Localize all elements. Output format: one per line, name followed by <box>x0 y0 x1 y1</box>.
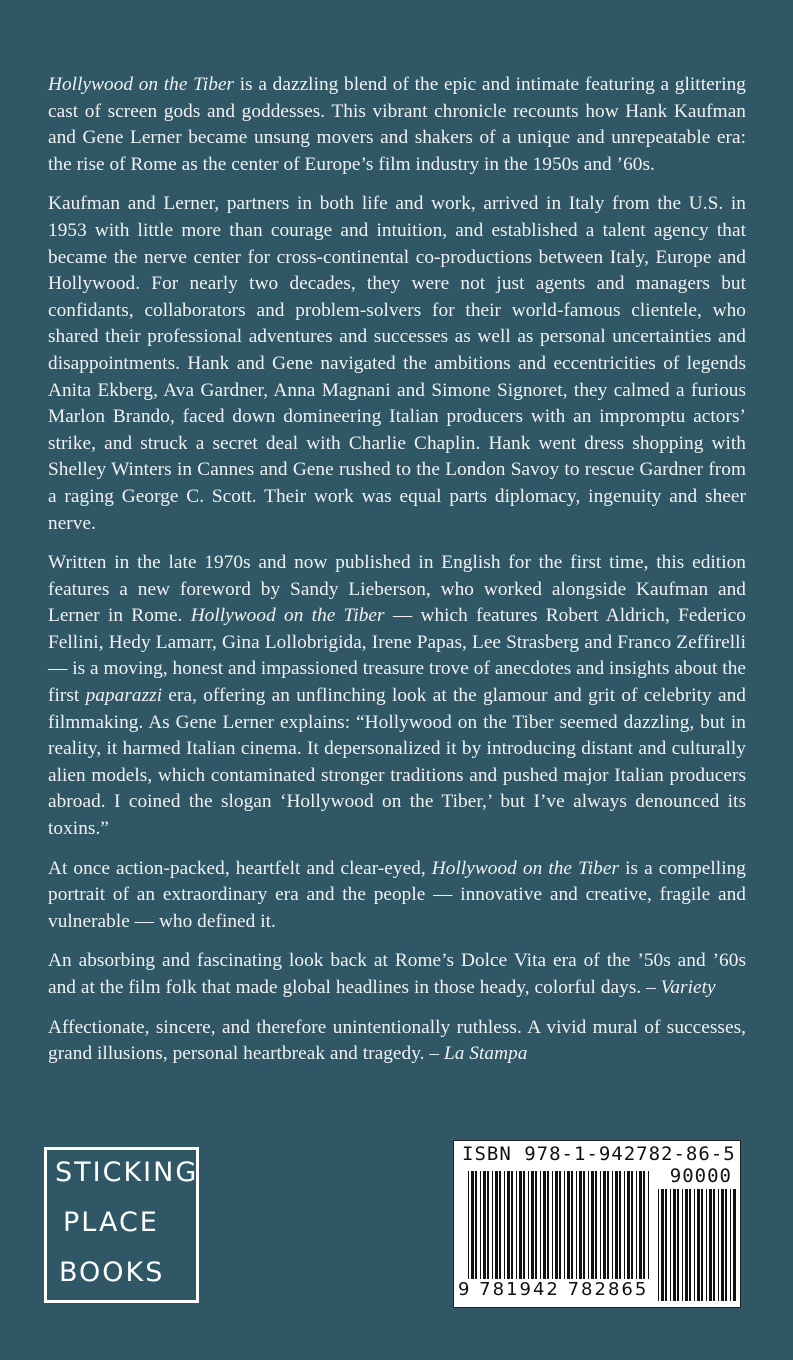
barcode-bar <box>694 1189 695 1301</box>
barcode-bar <box>670 1189 671 1301</box>
barcode-bar <box>519 1171 522 1279</box>
barcode-bar <box>547 1171 549 1279</box>
barcode-bar <box>730 1189 731 1301</box>
barcode-bar <box>571 1171 573 1279</box>
barcode-bar <box>495 1171 498 1279</box>
publisher-logo <box>44 1147 199 1303</box>
barcode-bar <box>468 1171 469 1279</box>
barcode-bar <box>639 1171 642 1279</box>
barcode-bar <box>643 1171 645 1279</box>
barcode-bar <box>603 1171 606 1279</box>
barcode-bar <box>588 1171 589 1279</box>
barcode-bar <box>615 1171 618 1279</box>
review-quote-variety: An absorbing and fascinating look back at Rome’s Dolce Vita era of the ’50s and ’60s and at the film folk that made global headlines in those heady, colorful days. – Variety <box>48 950 746 998</box>
barcode-bar <box>689 1189 691 1301</box>
barcode-bar <box>499 1171 501 1279</box>
barcode-bar <box>523 1171 525 1279</box>
barcode-bar <box>555 1171 558 1279</box>
barcode-bar <box>636 1171 637 1279</box>
barcode-bar <box>480 1171 481 1279</box>
barcode-bar <box>531 1171 534 1279</box>
barcode-bar <box>535 1171 537 1279</box>
barcode-bar <box>709 1189 712 1301</box>
barcode-bar <box>528 1171 529 1279</box>
barcode-bar <box>559 1171 561 1279</box>
barcode-bar <box>564 1171 565 1279</box>
description-paragraph-3: Written in the late 1970s and now published in English for the first time, this edition features a new foreword by Sandy Lieberson, who worked alongside Kaufman and Lerner in Rome. Hollywood on the Tiber — which features Robert Aldrich, Federico Fellini, Hedy Lamarr, Gina Lollobrigida, Irene Papas, Lee Strasberg and Franco Zeffirelli — is a moving, honest and impassioned treasure trove of anecdotes and insights about the first paparazzi era, offering an unflinching look at the glamour and grit of celebrity and filmmaking. As Gene Lerner explains: “Hollywood on the Tiber seemed dazzling, but in reality, it harmed Italian cinema. It depersonalized it by introducing distant and culturally alien models, which contaminated stronger traditions and pushed major Italian producers abroad. I coined the slogan ‘Hollywood on the Tiber,’ but I’ve always denounced its toxins.” <box>48 552 746 840</box>
isbn-barcode <box>453 1140 741 1308</box>
barcode-bar <box>725 1189 727 1301</box>
publisher-logo-line-3: BOOKS <box>59 1257 165 1288</box>
paparazzi-italic: paparazzi <box>85 685 163 707</box>
price-code: 90000 <box>669 1165 732 1187</box>
barcode-bar <box>504 1171 505 1279</box>
barcode-bar <box>697 1189 700 1301</box>
book-title-italic: Hollywood on the Tiber <box>48 74 235 95</box>
review-source: Variety <box>660 977 716 998</box>
barcode-bar <box>631 1171 633 1279</box>
barcode-bar <box>713 1189 715 1301</box>
review-quote-la-stampa: Affectionate, sincere, and therefore unintentionally ruthless. A vivid mural of successes, grand illusions, personal heartbreak and tragedy. – La Stampa <box>48 1016 746 1065</box>
book-title-italic: Hollywood on the Tiber <box>431 857 620 879</box>
barcode-bar <box>552 1171 553 1279</box>
barcode-bar <box>607 1171 609 1279</box>
barcode-bar <box>595 1171 597 1279</box>
barcode-bar <box>619 1171 621 1279</box>
barcode-bar <box>540 1171 541 1279</box>
barcode-bar <box>579 1171 582 1279</box>
barcode-bar <box>627 1171 630 1279</box>
barcode-bar <box>567 1171 570 1279</box>
barcode-bar <box>721 1189 724 1301</box>
barcode-bar <box>665 1189 667 1301</box>
barcode-bar <box>701 1189 703 1301</box>
barcode-bar <box>682 1189 683 1301</box>
barcode-bar <box>492 1171 493 1279</box>
barcode-bar <box>648 1171 649 1279</box>
barcode-bar <box>507 1171 510 1279</box>
barcode-bar <box>471 1171 474 1279</box>
barcode-bar <box>661 1189 664 1301</box>
barcode-bar <box>677 1189 679 1301</box>
book-title-italic: Hollywood on the Tiber <box>190 605 385 627</box>
barcode-bar <box>487 1171 489 1279</box>
barcode-bar <box>706 1189 707 1301</box>
description-paragraph-2: Kaufman and Lerner, partners in both life and work, arrived in Italy from the U.S. in 1953 with little more than courage and intuition, and established a talent agency that became the nerve center for cross-continental co-productions between Italy, Europe and Hollywood. For nearly two decades, they were not just agents and managers but confidants, collaborators and problem-solvers for their world-famous clientele, who shared their professional adventures and successes as well as personal uncertainties and disappointments. Hank and Gene navigated the ambitions and eccentricities of legends Anita Ekberg, Ava Gardner, Anna Magnani and Simone Signoret, they calmed a furious Marlon Brando, faced down domineering Italian producers with an impromptu actors’ strike, and struck a secret deal with Charlie Chaplin. Hank went dress shopping with Shelley Winters in Cannes and Gene rushed to the London Savoy to rescue Gardner from a raging George C. Scott. Their work was equal parts diplomacy, ingenuity and sheer nerve. <box>48 193 746 534</box>
review-source: La Stampa <box>443 1043 528 1065</box>
barcode-bar <box>658 1189 659 1301</box>
barcode-bar <box>685 1189 688 1301</box>
barcode-bar <box>483 1171 486 1279</box>
isbn-number: ISBN 978-1-942782-86-5 <box>462 1143 736 1165</box>
barcode-bar <box>600 1171 601 1279</box>
ean-digits: 9 781942 782865 <box>458 1279 649 1300</box>
barcode-bar <box>511 1171 513 1279</box>
barcode-bar <box>612 1171 613 1279</box>
barcode-bar <box>673 1189 676 1301</box>
description-paragraph-1: Hollywood on the Tiber is a dazzling blend of the epic and intimate featuring a glittering cast of screen gods and goddesses. This vibrant chronicle recounts how Hank Kaufman and Gene Lerner became unsung movers and shakers of a unique and unrepeatable era: the rise of Rome as the center of Europe’s film industry in the 1950s and ’60s. <box>48 74 746 175</box>
barcode-bar <box>591 1171 594 1279</box>
barcode-bar <box>733 1189 736 1301</box>
barcode-bar <box>576 1171 577 1279</box>
publisher-logo-line-2: PLACE <box>63 1207 159 1238</box>
book-description <box>48 72 746 1081</box>
barcode-bar <box>475 1171 477 1279</box>
publisher-logo-line-1: STICKING <box>55 1157 199 1188</box>
description-paragraph-4: At once action-packed, heartfelt and clear-eyed, Hollywood on the Tiber is a compelling portrait of an extraordinary era and the people — innovative and creative, fragile and vulnerable — who defined it. <box>48 857 746 932</box>
barcode-bar <box>543 1171 546 1279</box>
barcode-bar <box>583 1171 585 1279</box>
barcode-bar <box>718 1189 719 1301</box>
barcode-bar <box>516 1171 517 1279</box>
barcode-bar <box>624 1171 625 1279</box>
